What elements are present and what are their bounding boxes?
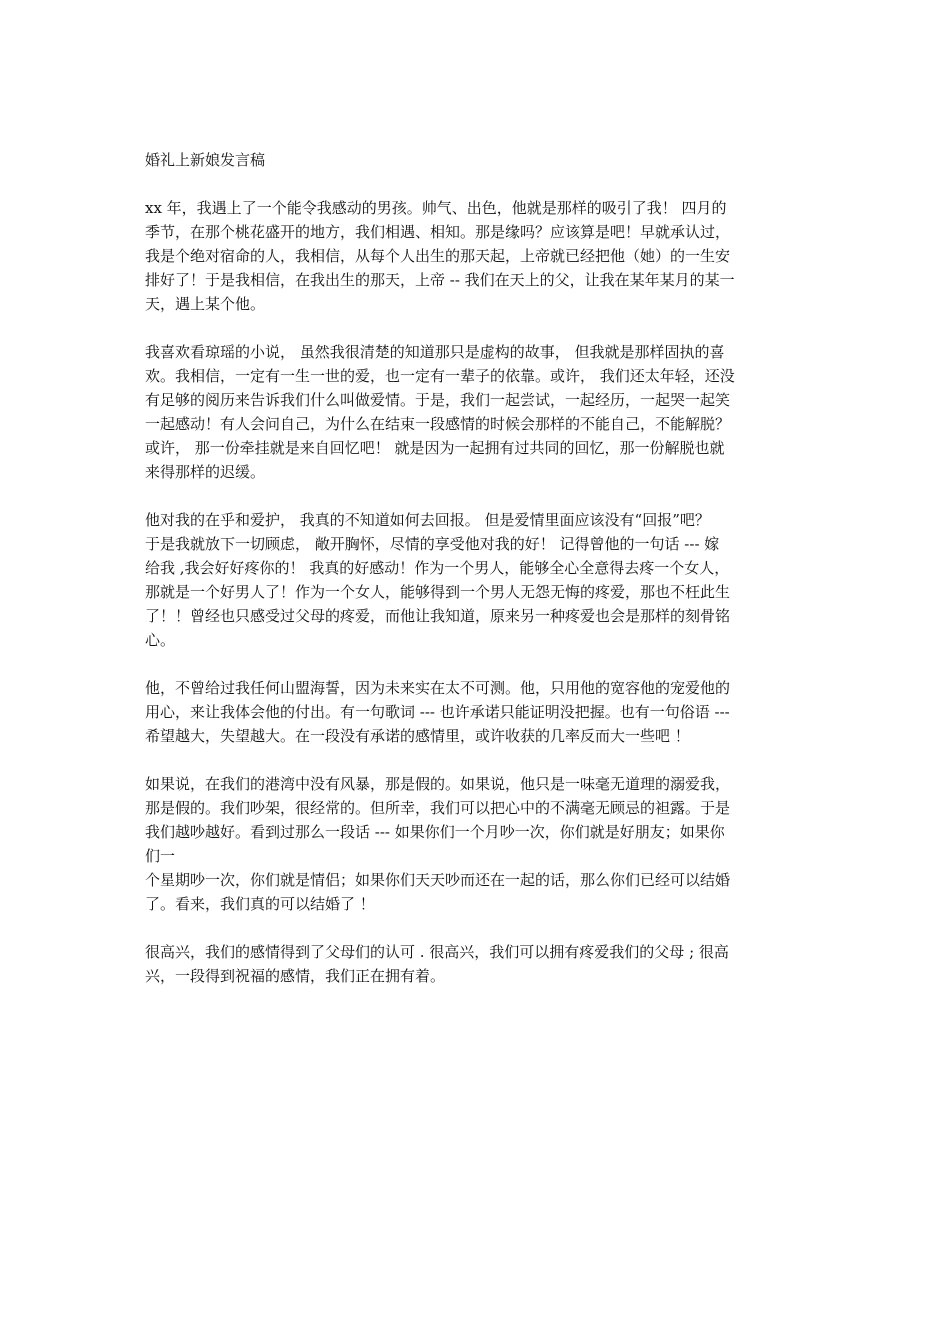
text-line: 于是我就放下一切顾虑， 敞开胸怀，尽情的享受他对我的好！ 记得曾他的一句话 --- 嫁 (145, 535, 720, 553)
text-line: 们一 (145, 847, 176, 865)
text-line: 个星期吵一次，你们就是情侣；如果你们天天吵而还在一起的话，那么你们已经可以结婚 (145, 871, 731, 889)
text-line: 一起感动！有人会问自己，为什么在结束一段感情的时候会那样的不能自己，不能解脱？ (145, 415, 731, 433)
text-line: 心。 (145, 631, 176, 649)
text-line: 用心，来让我体会他的付出。有一句歌词 --- 也许承诺只能证明没把握。也有一句俗语 --- (145, 703, 730, 721)
text-line: 季节，在那个桃花盛开的地方，我们相遇、相知。那是缘吗？应该算是吧！早就承认过， (145, 223, 731, 241)
text-line: 那就是一个好男人了！作为一个女人，能够得到一个男人无怨无悔的疼爱，那也不枉此生 (145, 583, 731, 601)
document-title: 婚礼上新娘发言稿 (145, 151, 266, 169)
text-line: 或许， 那一份牵挂就是来自回忆吧！ 就是因为一起拥有过共同的回忆，那一份解脱也就 (145, 439, 725, 457)
text-line: 了！！曾经也只感受过父母的疼爱，而他让我知道，原来另一种疼爱也会是那样的刻骨铭 (145, 607, 731, 625)
text-line: 如果说，在我们的港湾中没有风暴，那是假的。如果说，他只是一味毫无道理的溺爱我， (145, 775, 731, 793)
text-line: 希望越大，失望越大。在一段没有承诺的感情里，或许收获的几率反而大一些吧 ！ (145, 727, 690, 745)
text-line: 我们越吵越好。看到过那么一段话 --- 如果你们一个月吵一次，你们就是好朋友；如果你 (145, 823, 725, 841)
paragraph-3 (145, 508, 815, 652)
text-line: 给我 ,我会好好疼你的！ 我真的好感动！作为一个男人，能够全心全意得去疼一个女人， (145, 559, 730, 577)
document-body (145, 148, 815, 1012)
paragraph-1 (145, 196, 815, 316)
paragraph-4 (145, 676, 815, 748)
text-line: 了。看来，我们真的可以结婚了 ！ (145, 895, 375, 913)
text-line: 有足够的阅历来告诉我们什么叫做爱情。于是，我们一起尝试，一起经历，一起哭一起笑 (145, 391, 731, 409)
paragraph-list (145, 196, 815, 988)
text-line: 天，遇上某个他。 (145, 295, 266, 313)
text-line: 他对我的在乎和爱护， 我真的不知道如何去回报。 但是爱情里面应该没有“回报”吧？ (145, 511, 710, 529)
text-line: 来得那样的迟缓。 (145, 463, 266, 481)
text-line: 很高兴，我们的感情得到了父母们的认可 . 很高兴，我们可以拥有疼爱我们的父母 ; 很高 (145, 943, 729, 961)
paragraph-6 (145, 940, 815, 988)
text-line: 排好了！于是我相信，在我出生的那天，上帝 -- 我们在天上的父，让我在某年某月的某一 (145, 271, 735, 289)
text-line: 那是假的。我们吵架，很经常的。但所幸，我们可以把心中的不满毫无顾忌的袒露。于是 (145, 799, 731, 817)
paragraph-2 (145, 340, 815, 484)
text-line: 他，不曾给过我任何山盟海誓，因为未来实在太不可测。他，只用他的宽容他的宠爱他的 (145, 679, 731, 697)
text-line: xx 年，我遇上了一个能令我感动的男孩。帅气、出色，他就是那样的吸引了我！ 四月的 (145, 199, 727, 217)
text-line: 我是个绝对宿命的人，我相信，从每个人出生的那天起，上帝就已经把他（她）的一生安 (145, 247, 731, 265)
text-line: 我喜欢看琼瑶的小说， 虽然我很清楚的知道那只是虚构的故事， 但我就是那样固执的喜 (145, 343, 725, 361)
text-line: 兴，一段得到祝福的感情，我们正在拥有着。 (145, 967, 446, 985)
text-line: 欢。我相信，一定有一生一世的爱，也一定有一辈子的依靠。或许， 我们还太年轻，还没 (145, 367, 735, 385)
paragraph-5 (145, 772, 815, 916)
